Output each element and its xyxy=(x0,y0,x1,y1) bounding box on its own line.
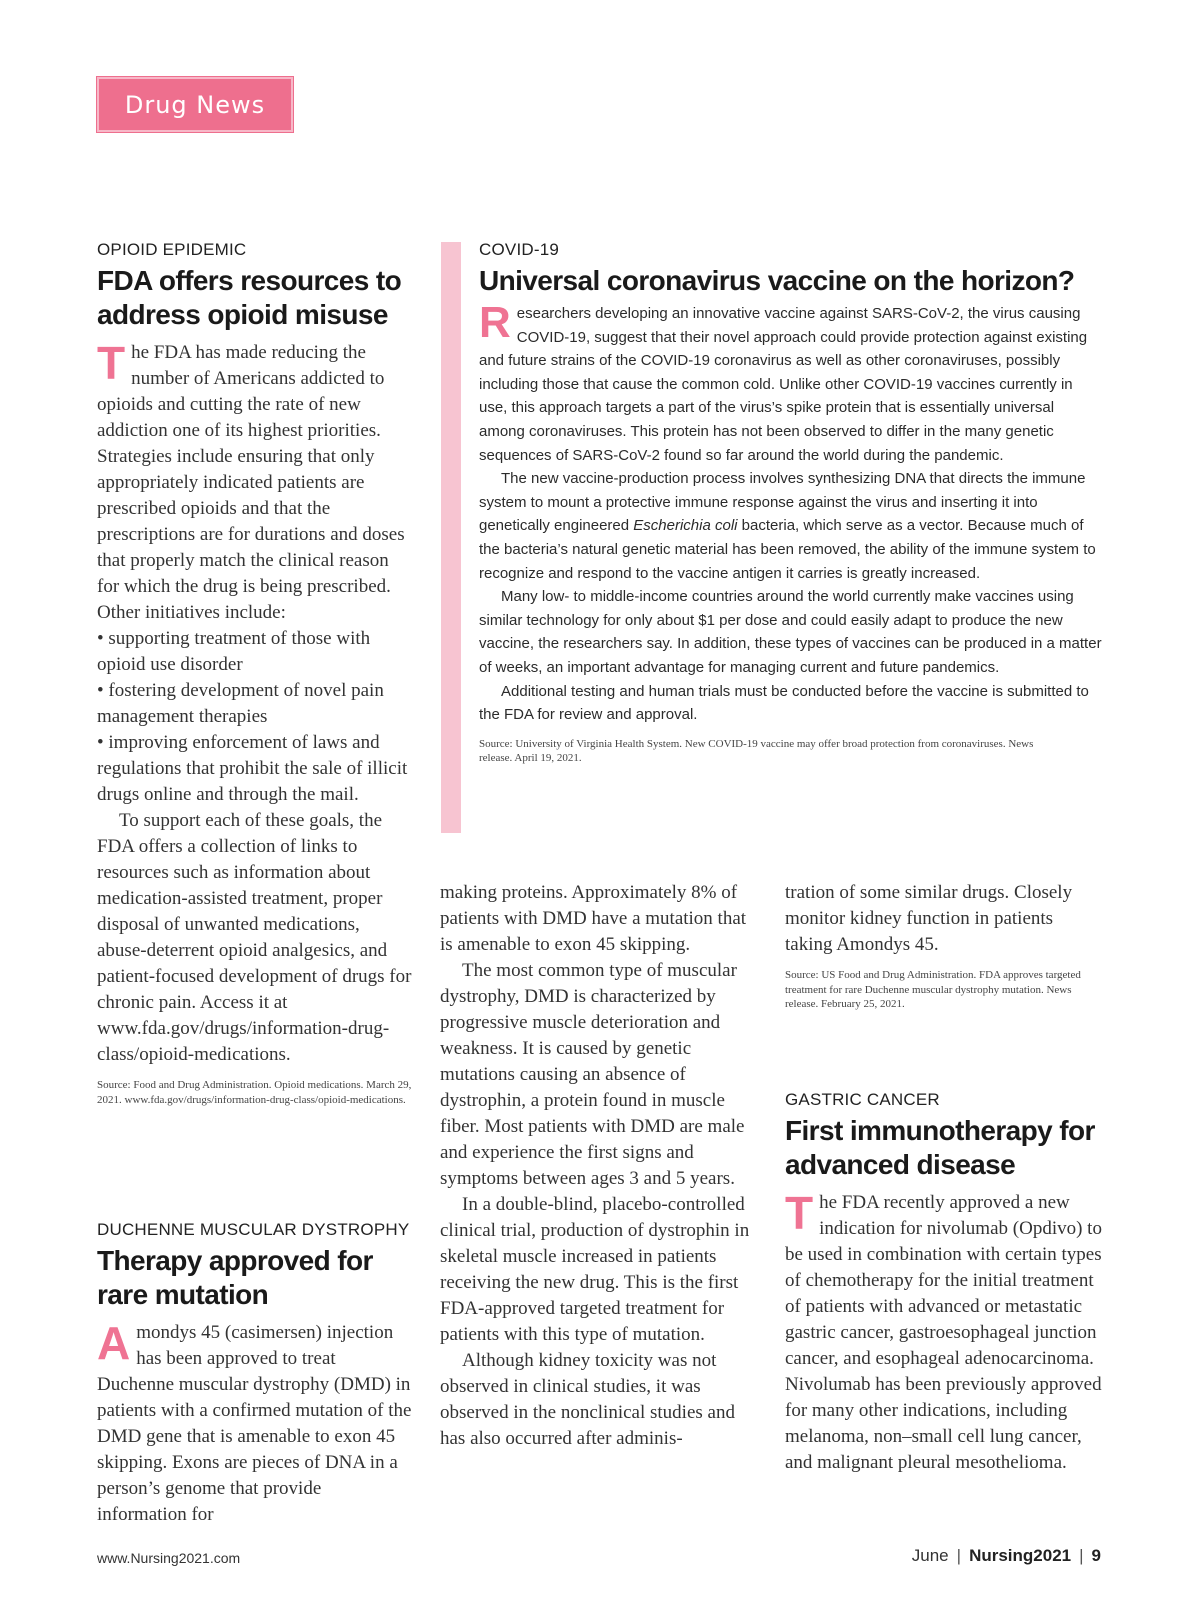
covid-headline: Universal coronavirus vaccine on the horizon? xyxy=(479,265,1075,296)
opioid-dropcap: T xyxy=(97,337,126,389)
dmd-source: Source: US Food and Drug Administration. FDA approves targeted treatment for rare Duchenne muscular dystrophy mutation. News release. February 25, 2021. xyxy=(785,969,1081,1010)
gastric-paragraph-1 xyxy=(785,1187,1103,1476)
footer-journal: Nursing2021 xyxy=(969,1546,1072,1565)
covid-source: Source: University of Virginia Health System. New COVID-19 vaccine may offer broad protection from coronaviruses. News release. April 19, 2021. xyxy=(479,737,1034,765)
dmd-p4-continued: tration of some similar drugs. Closely monitor kidney function in patients taking Amondys 45. xyxy=(785,882,1073,955)
covid-kicker: COVID-19 xyxy=(479,240,560,259)
footer-page-number: 9 xyxy=(1091,1546,1101,1565)
dmd-paragraph-3: In a double-blind, placebo-controlled clinical trial, production of dystrophin in skeletal muscle increased in patients receiving the new drug. This is the first FDA-approved targeted treatment for patients with this type of mutation. xyxy=(440,1194,750,1345)
covid-paragraph-3: Many low- to middle-income countries around the world currently make vaccines using similar technology for only about $1 per dose and could easily adapt to produce the new vaccine, the researchers say. In addition, these types of vaccines can be produced in a matter of weeks, an important advantage for managing current and future pandemics. xyxy=(479,588,1102,676)
dmd-dropcap: A xyxy=(97,1317,131,1369)
opioid-paragraph-1 xyxy=(97,337,413,626)
covid-p1-text: esearchers developing an innovative vaccine against SARS-CoV-2, the virus causing COVID-19, suggest that their novel approach could provide protection against existing and future strains of the COVID-19 coronavirus as well as other coronaviruses, possibly including those that cause the common cold. Unlike other COVID-19 vaccines currently in use, this approach targets a part of the virus’s spike protein that is essentially universal among coronaviruses. This protein has not been observed to differ in the many genetic sequences of SARS-CoV-2 found so far around the world during the pandemic. xyxy=(479,305,1088,464)
opioid-p1-text: he FDA has made reducing the number of Americans addicted to opioids and cutting the rate of new addiction one of its highest priorities. Strategies include ensuring that only appropriately indicated patients are prescribed opioids and that the prescriptions are for durations and doses that properly match the clinical reason for which the drug is being prescribed. Other initiatives include: xyxy=(97,342,405,623)
dmd-continuation-column xyxy=(440,880,758,1452)
covid-paragraph-1 xyxy=(479,298,1103,467)
covid-p2-text-a: The new vaccine-production process involves synthesizing DNA that directs the immune system to mount a protective immune response against the virus and inserting it into genetically engineered xyxy=(479,470,1086,535)
section-tag xyxy=(97,77,293,132)
dmd-paragraph-1 xyxy=(97,1317,413,1528)
footer-separator: | xyxy=(956,1546,962,1565)
covid-paragraph-4: Additional testing and human trials must be conducted before the vaccine is submitted to the FDA for review and approval. xyxy=(479,682,1089,724)
footer-page-info xyxy=(912,1546,1101,1566)
dmd-p1-text: mondys 45 (casimersen) injection has been approved to treat Duchenne muscular dystrophy (DMD) in patients with a confirmed mutation of the DMD gene that is amenable to exon 45 skipping. Exons are pieces of DNA in a person’s genome that provide information for xyxy=(97,1322,412,1525)
dmd-headline: Therapy approved for rare mutation xyxy=(97,1245,373,1310)
list-item: • fostering development of novel pain management therapies xyxy=(97,680,384,727)
gastric-article xyxy=(785,1090,1103,1476)
list-item: • improving enforcement of laws and regulations that prohibit the sale of illicit drugs online and through the mail. xyxy=(97,732,408,805)
covid-p2-italic: Escherichia coli xyxy=(633,517,738,535)
opioid-source: Source: Food and Drug Administration. Opioid medications. March 29, 2021. www.fda.gov/drugs/information-drug-class/opioid-medications. xyxy=(97,1079,412,1106)
list-item: • supporting treatment of those with opioid use disorder xyxy=(97,628,371,675)
dmd-paragraph-2: The most common type of muscular dystrophy, DMD is characterized by progressive muscle deterioration and weakness. It is caused by genetic mutations causing an absence of dystrophin, a protein found in muscle fiber. Most patients with DMD are male and experience the first signs and symptoms between ages 3 and 5 years. xyxy=(440,960,745,1189)
dmd-p1-continued: making proteins. Approximately 8% of patients with DMD have a mutation that is amenable to exon 45 skipping. xyxy=(440,882,747,955)
footer-separator: | xyxy=(1079,1546,1084,1565)
opioid-article xyxy=(97,240,413,1107)
footer-month: June xyxy=(911,1546,949,1565)
covid-article xyxy=(479,240,1103,766)
covid-dropcap: R xyxy=(479,298,511,347)
gastric-kicker: GASTRIC CANCER xyxy=(785,1090,940,1109)
covid-accent-bar xyxy=(441,242,461,833)
opioid-bullet-list xyxy=(97,626,413,808)
dmd-end-column xyxy=(785,880,1103,1012)
covid-p2-text-b: bacteria, which serve as a vector. Because much of the bacteria’s natural genetic material has been removed, the ability of the immune system to recognize and respond to the vaccine antigen it carries is greatly increased. xyxy=(479,517,1096,582)
gastric-p1-text: he FDA recently approved a new indication for nivolumab (Opdivo) to be used in combination with certain types of chemotherapy for the initial treatment of patients with advanced or metastatic gastric cancer, gastroesophageal junction cancer, and esophageal adenocarcinoma. Nivolumab has been previously approved for many other indications, including melanoma, non–small cell lung cancer, and malignant pleural mesothelioma. xyxy=(785,1192,1102,1473)
dmd-paragraph-4: Although kidney toxicity was not observed in clinical studies, it was observed in the nonclinical studies and has also occurred after adminis- xyxy=(440,1350,735,1449)
opioid-kicker: OPIOID EPIDEMIC xyxy=(97,240,247,259)
covid-paragraph-2 xyxy=(479,467,1103,585)
section-tag-label: Drug News xyxy=(124,90,266,119)
footer-website: www.Nursing2021.com xyxy=(97,1550,241,1566)
gastric-headline: First immunotherapy for advanced disease xyxy=(785,1115,1095,1180)
opioid-headline: FDA offers resources to address opioid misuse xyxy=(97,265,402,330)
dmd-kicker: DUCHENNE MUSCULAR DYSTROPHY xyxy=(97,1220,410,1239)
gastric-dropcap: T xyxy=(785,1187,814,1239)
dmd-article xyxy=(97,1220,413,1528)
opioid-paragraph-2: To support each of these goals, the FDA offers a collection of links to resources such as information about medication-assisted treatment, proper disposal of unwanted medications, abuse-deterrent opioid analgesics, and patient-focused development of drugs for chronic pain. Access it at www.fda.gov/drugs/information-drug-class/opioid-medications. xyxy=(97,810,412,1065)
